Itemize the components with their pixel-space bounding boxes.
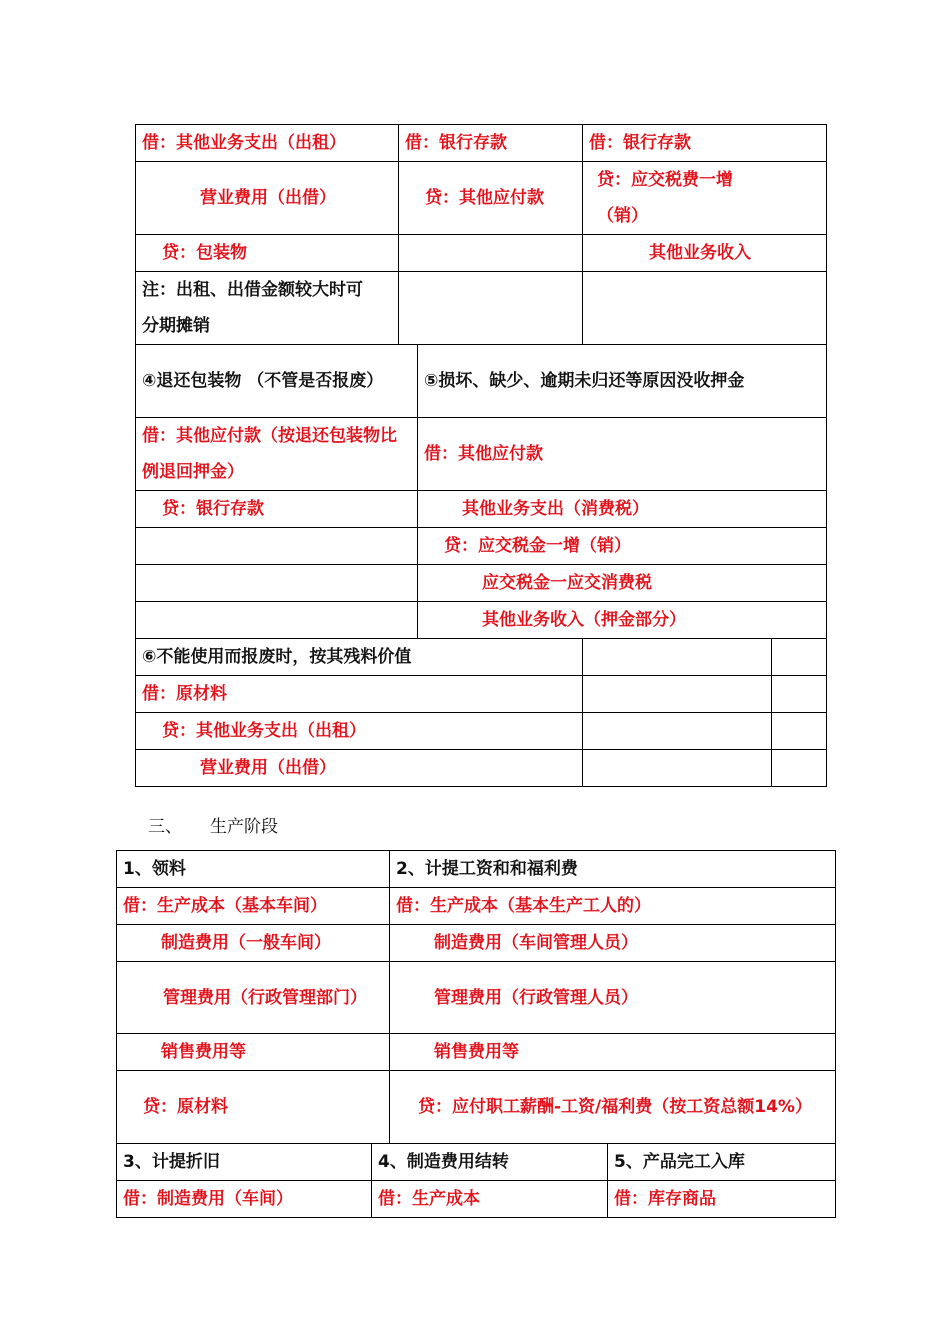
cell: 销售费用等 (117, 1034, 390, 1071)
cell: 贷：其他应付款 (399, 162, 583, 235)
cell: 销售费用等 (390, 1034, 836, 1071)
cell: ⑥不能使用而报废时，按其残料价值 (136, 639, 583, 676)
cell: 营业费用（出借） (136, 162, 399, 235)
cell: 制造费用（车间管理人员） (390, 925, 836, 962)
cell: 借：生产成本 (372, 1181, 608, 1218)
cell: 借：生产成本（基本生产工人的） (390, 888, 836, 925)
cell: 贷：应交税费一增（销） (583, 162, 827, 235)
cell: 贷：包装物 (136, 235, 399, 272)
cell: 营业费用（出借） (136, 750, 583, 787)
cell: 借：银行存款 (583, 125, 827, 162)
cell: 应交税金一应交消费税 (418, 565, 827, 602)
cell (136, 565, 418, 602)
entries-table-production (116, 850, 836, 1218)
cell: 3、计提折旧 (117, 1144, 372, 1181)
section-title: 生产阶段 (210, 817, 278, 837)
cell: 贷：银行存款 (136, 491, 418, 528)
cell (772, 713, 827, 750)
cell (583, 750, 772, 787)
cell: 制造费用（一般车间） (117, 925, 390, 962)
cell: 借：其他应付款（按退还包装物比例退回押金） (136, 418, 418, 491)
cell: 贷：原材料 (117, 1071, 390, 1144)
cell: 1、领料 (117, 851, 390, 888)
cell: 其他业务收入 (583, 235, 827, 272)
cell (772, 676, 827, 713)
cell: 借：其他业务支出（出租） (136, 125, 399, 162)
section-heading (148, 812, 278, 842)
cell (583, 713, 772, 750)
cell: 5、产品完工入库 (608, 1144, 836, 1181)
cell (772, 750, 827, 787)
cell: ④退还包装物 （不管是否报废） (136, 345, 418, 418)
cell: 借：原材料 (136, 676, 583, 713)
cell (583, 272, 827, 345)
cell: 借：银行存款 (399, 125, 583, 162)
cell: 管理费用（行政管理部门） (117, 962, 390, 1034)
cell: 4、制造费用结转 (372, 1144, 608, 1181)
cell: 借：生产成本（基本车间） (117, 888, 390, 925)
cell: 2、计提工资和和福利费 (390, 851, 836, 888)
cell: 借：制造费用（车间） (117, 1181, 372, 1218)
cell (583, 639, 772, 676)
cell: 管理费用（行政管理人员） (390, 962, 836, 1034)
cell: ⑤损坏、缺少、逾期未归还等原因没收押金 (418, 345, 827, 418)
section-number: 三、 (148, 817, 182, 837)
cell: 贷：应交税金一增（销） (418, 528, 827, 565)
cell: 其他业务支出（消费税） (418, 491, 827, 528)
note-cell: 注：出租、出借金额较大时可分期摊销 (136, 272, 399, 345)
cell (583, 676, 772, 713)
cell: 其他业务收入（押金部分） (418, 602, 827, 639)
cell (399, 235, 583, 272)
cell (772, 639, 827, 676)
cell: 贷：应付职工薪酬-工资/福利费（按工资总额14%） (390, 1071, 836, 1144)
cell (136, 602, 418, 639)
cell: 借：库存商品 (608, 1181, 836, 1218)
cell: 借：其他应付款 (418, 418, 827, 491)
cell: 贷：其他业务支出（出租） (136, 713, 583, 750)
cell (136, 528, 418, 565)
entries-table-packaging (135, 124, 827, 787)
cell (399, 272, 583, 345)
